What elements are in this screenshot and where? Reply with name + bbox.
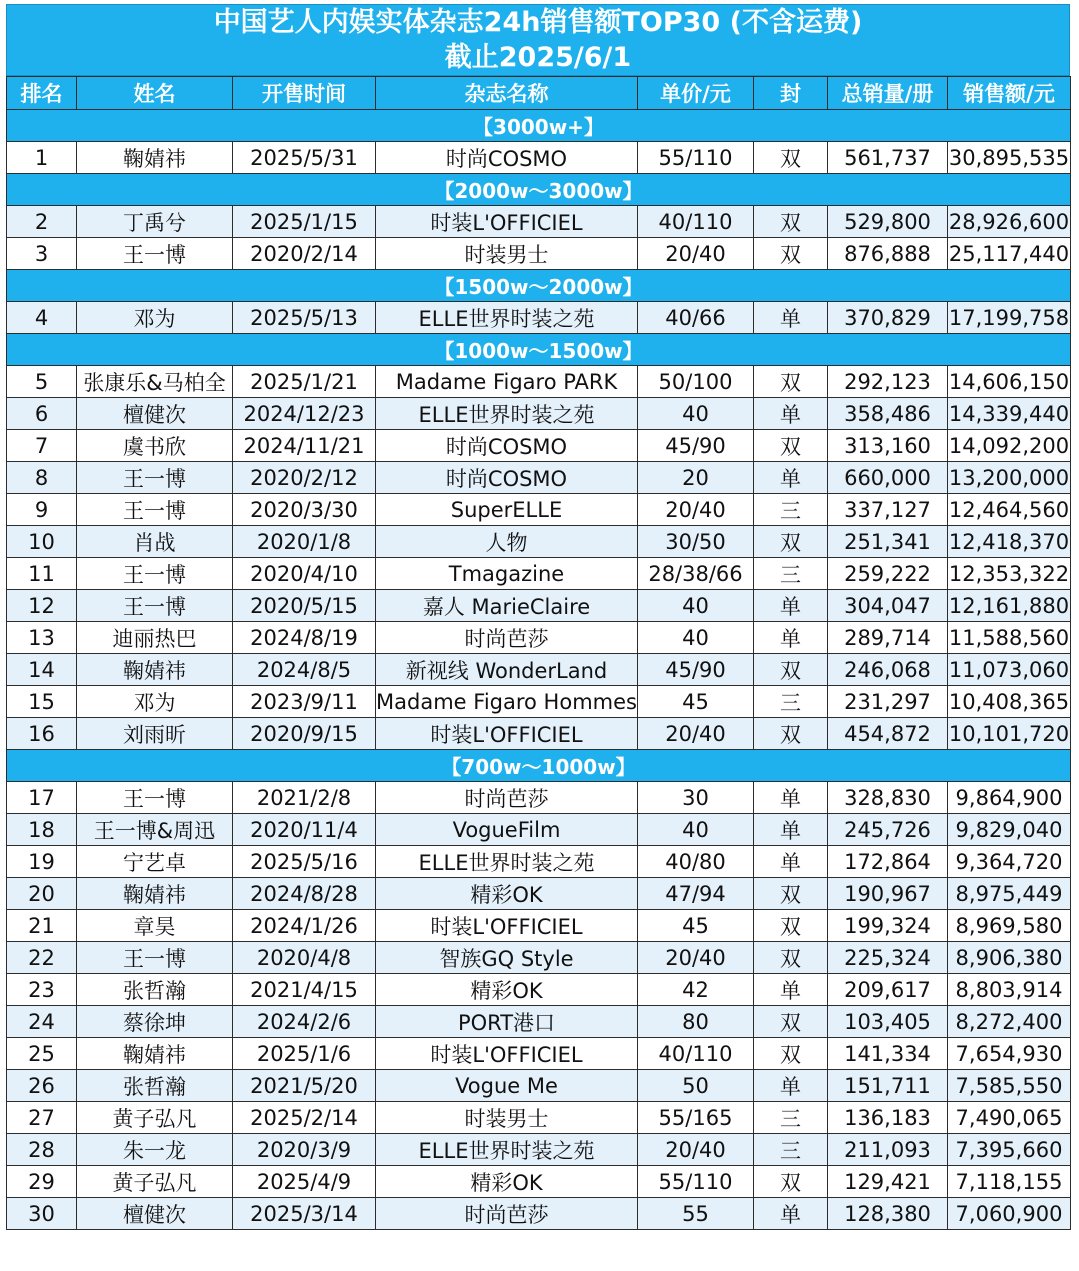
magazine-cell: 时装男士 bbox=[376, 238, 638, 270]
total-sales-cell: 876,888 bbox=[828, 238, 948, 270]
table-row bbox=[7, 718, 1071, 750]
rank-cell: 26 bbox=[7, 1070, 77, 1102]
total-sales-cell: 103,405 bbox=[828, 1006, 948, 1038]
unit-price-cell: 20/40 bbox=[638, 718, 754, 750]
revenue-cell: 9,864,900 bbox=[948, 782, 1071, 814]
column-header-name: 姓名 bbox=[77, 77, 233, 110]
release-date-cell: 2020/2/12 bbox=[233, 462, 376, 494]
section-header-row bbox=[7, 270, 1071, 302]
revenue-cell: 12,353,322 bbox=[948, 558, 1071, 590]
magazine-cell: 时装L'OFFICIEL bbox=[376, 1038, 638, 1070]
release-date-cell: 2020/1/8 bbox=[233, 526, 376, 558]
unit-price-cell: 47/94 bbox=[638, 878, 754, 910]
release-date-cell: 2025/3/14 bbox=[233, 1198, 376, 1230]
unit-price-cell: 55/165 bbox=[638, 1102, 754, 1134]
name-cell: 黄子弘凡 bbox=[77, 1102, 233, 1134]
rank-cell: 24 bbox=[7, 1006, 77, 1038]
magazine-cell: 精彩OK bbox=[376, 878, 638, 910]
magazine-cell: 时尚COSMO bbox=[376, 142, 638, 174]
total-sales-cell: 529,800 bbox=[828, 206, 948, 238]
total-sales-cell: 199,324 bbox=[828, 910, 948, 942]
name-cell: 鞠婧祎 bbox=[77, 654, 233, 686]
total-sales-cell: 141,334 bbox=[828, 1038, 948, 1070]
cover-cell: 单 bbox=[754, 1070, 828, 1102]
magazine-cell: Madame Figaro PARK bbox=[376, 366, 638, 398]
unit-price-cell: 80 bbox=[638, 1006, 754, 1038]
rank-cell: 27 bbox=[7, 1102, 77, 1134]
rank-cell: 7 bbox=[7, 430, 77, 462]
revenue-cell: 8,803,914 bbox=[948, 974, 1071, 1006]
release-date-cell: 2024/1/26 bbox=[233, 910, 376, 942]
cover-cell: 双 bbox=[754, 878, 828, 910]
magazine-cell: 时尚芭莎 bbox=[376, 782, 638, 814]
column-header-cover: 封 bbox=[754, 77, 828, 110]
unit-price-cell: 40 bbox=[638, 622, 754, 654]
table-row bbox=[7, 238, 1071, 270]
revenue-cell: 9,364,720 bbox=[948, 846, 1071, 878]
revenue-cell: 12,464,560 bbox=[948, 494, 1071, 526]
revenue-cell: 11,588,560 bbox=[948, 622, 1071, 654]
cover-cell: 三 bbox=[754, 558, 828, 590]
cover-cell: 三 bbox=[754, 686, 828, 718]
cover-cell: 双 bbox=[754, 654, 828, 686]
cover-cell: 双 bbox=[754, 1038, 828, 1070]
name-cell: 王一博&周迅 bbox=[77, 814, 233, 846]
total-sales-cell: 129,421 bbox=[828, 1166, 948, 1198]
unit-price-cell: 45/90 bbox=[638, 430, 754, 462]
rank-cell: 13 bbox=[7, 622, 77, 654]
unit-price-cell: 40/80 bbox=[638, 846, 754, 878]
name-cell: 宁艺卓 bbox=[77, 846, 233, 878]
table-row bbox=[7, 590, 1071, 622]
table-row bbox=[7, 558, 1071, 590]
cover-cell: 双 bbox=[754, 910, 828, 942]
rank-cell: 3 bbox=[7, 238, 77, 270]
unit-price-cell: 20/40 bbox=[638, 238, 754, 270]
rank-cell: 16 bbox=[7, 718, 77, 750]
release-date-cell: 2023/9/11 bbox=[233, 686, 376, 718]
rank-cell: 15 bbox=[7, 686, 77, 718]
revenue-cell: 7,118,155 bbox=[948, 1166, 1071, 1198]
name-cell: 虞书欣 bbox=[77, 430, 233, 462]
release-date-cell: 2025/1/6 bbox=[233, 1038, 376, 1070]
cover-cell: 单 bbox=[754, 974, 828, 1006]
magazine-cell: 时装L'OFFICIEL bbox=[376, 206, 638, 238]
rank-cell: 6 bbox=[7, 398, 77, 430]
rank-cell: 2 bbox=[7, 206, 77, 238]
release-date-cell: 2021/5/20 bbox=[233, 1070, 376, 1102]
release-date-cell: 2020/3/9 bbox=[233, 1134, 376, 1166]
revenue-cell: 8,969,580 bbox=[948, 910, 1071, 942]
magazine-cell: PORT港口 bbox=[376, 1006, 638, 1038]
magazine-cell: 时装男士 bbox=[376, 1102, 638, 1134]
revenue-cell: 7,395,660 bbox=[948, 1134, 1071, 1166]
magazine-cell: Madame Figaro Hommes bbox=[376, 686, 638, 718]
unit-price-cell: 28/38/66 bbox=[638, 558, 754, 590]
table-row bbox=[7, 1166, 1071, 1198]
unit-price-cell: 40 bbox=[638, 398, 754, 430]
column-header-revenue: 销售额/元 bbox=[948, 77, 1071, 110]
release-date-cell: 2025/2/14 bbox=[233, 1102, 376, 1134]
section-header-row bbox=[7, 334, 1071, 366]
table-row bbox=[7, 366, 1071, 398]
revenue-cell: 12,418,370 bbox=[948, 526, 1071, 558]
total-sales-cell: 209,617 bbox=[828, 974, 948, 1006]
revenue-cell: 14,339,440 bbox=[948, 398, 1071, 430]
name-cell: 迪丽热巴 bbox=[77, 622, 233, 654]
total-sales-cell: 259,222 bbox=[828, 558, 948, 590]
total-sales-cell: 172,864 bbox=[828, 846, 948, 878]
unit-price-cell: 20/40 bbox=[638, 1134, 754, 1166]
table-row bbox=[7, 1198, 1071, 1230]
release-date-cell: 2024/8/28 bbox=[233, 878, 376, 910]
total-sales-cell: 251,341 bbox=[828, 526, 948, 558]
total-sales-cell: 358,486 bbox=[828, 398, 948, 430]
total-sales-cell: 128,380 bbox=[828, 1198, 948, 1230]
cover-cell: 单 bbox=[754, 782, 828, 814]
table-row bbox=[7, 974, 1071, 1006]
rank-cell: 25 bbox=[7, 1038, 77, 1070]
name-cell: 邓为 bbox=[77, 686, 233, 718]
revenue-cell: 17,199,758 bbox=[948, 302, 1071, 334]
revenue-cell: 8,975,449 bbox=[948, 878, 1071, 910]
total-sales-cell: 289,714 bbox=[828, 622, 948, 654]
section-label: 【2000w～3000w】 bbox=[7, 174, 1071, 206]
unit-price-cell: 55/110 bbox=[638, 142, 754, 174]
revenue-cell: 10,101,720 bbox=[948, 718, 1071, 750]
table-row bbox=[7, 782, 1071, 814]
table-header-row bbox=[7, 77, 1071, 110]
total-sales-cell: 292,123 bbox=[828, 366, 948, 398]
magazine-cell: 时尚COSMO bbox=[376, 462, 638, 494]
cover-cell: 单 bbox=[754, 302, 828, 334]
revenue-cell: 11,073,060 bbox=[948, 654, 1071, 686]
rank-cell: 18 bbox=[7, 814, 77, 846]
revenue-cell: 7,490,065 bbox=[948, 1102, 1071, 1134]
table-row bbox=[7, 462, 1071, 494]
table-row bbox=[7, 302, 1071, 334]
page-subtitle: 截止2025/6/1 bbox=[444, 42, 632, 73]
unit-price-cell: 40 bbox=[638, 590, 754, 622]
unit-price-cell: 55/110 bbox=[638, 1166, 754, 1198]
table-row bbox=[7, 942, 1071, 974]
rank-cell: 29 bbox=[7, 1166, 77, 1198]
magazine-cell: 嘉人 MarieClaire bbox=[376, 590, 638, 622]
total-sales-cell: 136,183 bbox=[828, 1102, 948, 1134]
release-date-cell: 2025/5/13 bbox=[233, 302, 376, 334]
name-cell: 王一博 bbox=[77, 494, 233, 526]
name-cell: 王一博 bbox=[77, 238, 233, 270]
section-label: 【3000w+】 bbox=[7, 110, 1071, 142]
magazine-cell: 时尚COSMO bbox=[376, 430, 638, 462]
rank-cell: 9 bbox=[7, 494, 77, 526]
name-cell: 肖战 bbox=[77, 526, 233, 558]
table-row bbox=[7, 430, 1071, 462]
unit-price-cell: 45 bbox=[638, 910, 754, 942]
release-date-cell: 2025/5/31 bbox=[233, 142, 376, 174]
magazine-cell: 智族GQ Style bbox=[376, 942, 638, 974]
cover-cell: 双 bbox=[754, 238, 828, 270]
revenue-cell: 8,272,400 bbox=[948, 1006, 1071, 1038]
total-sales-cell: 370,829 bbox=[828, 302, 948, 334]
cover-cell: 单 bbox=[754, 462, 828, 494]
cover-cell: 三 bbox=[754, 494, 828, 526]
cover-cell: 双 bbox=[754, 1006, 828, 1038]
revenue-cell: 9,829,040 bbox=[948, 814, 1071, 846]
name-cell: 邓为 bbox=[77, 302, 233, 334]
release-date-cell: 2021/4/15 bbox=[233, 974, 376, 1006]
rank-cell: 5 bbox=[7, 366, 77, 398]
release-date-cell: 2024/11/21 bbox=[233, 430, 376, 462]
unit-price-cell: 45 bbox=[638, 686, 754, 718]
magazine-cell: ELLE世界时装之苑 bbox=[376, 302, 638, 334]
table-row bbox=[7, 526, 1071, 558]
release-date-cell: 2025/1/15 bbox=[233, 206, 376, 238]
cover-cell: 双 bbox=[754, 206, 828, 238]
unit-price-cell: 55 bbox=[638, 1198, 754, 1230]
rank-cell: 17 bbox=[7, 782, 77, 814]
revenue-cell: 25,117,440 bbox=[948, 238, 1071, 270]
magazine-cell: 时尚芭莎 bbox=[376, 622, 638, 654]
rank-cell: 30 bbox=[7, 1198, 77, 1230]
magazine-cell: 时尚芭莎 bbox=[376, 1198, 638, 1230]
table-row bbox=[7, 878, 1071, 910]
column-header-total-sales: 总销量/册 bbox=[828, 77, 948, 110]
name-cell: 蔡徐坤 bbox=[77, 1006, 233, 1038]
section-header-row bbox=[7, 110, 1071, 142]
table-row bbox=[7, 846, 1071, 878]
sales-table bbox=[6, 76, 1071, 1230]
magazine-cell: 人物 bbox=[376, 526, 638, 558]
total-sales-cell: 328,830 bbox=[828, 782, 948, 814]
release-date-cell: 2025/1/21 bbox=[233, 366, 376, 398]
name-cell: 檀健次 bbox=[77, 398, 233, 430]
unit-price-cell: 40/110 bbox=[638, 1038, 754, 1070]
unit-price-cell: 40/66 bbox=[638, 302, 754, 334]
table-row bbox=[7, 1102, 1071, 1134]
total-sales-cell: 246,068 bbox=[828, 654, 948, 686]
name-cell: 章昊 bbox=[77, 910, 233, 942]
table-body bbox=[7, 110, 1071, 1230]
column-header-release-date: 开售时间 bbox=[233, 77, 376, 110]
total-sales-cell: 151,711 bbox=[828, 1070, 948, 1102]
name-cell: 檀健次 bbox=[77, 1198, 233, 1230]
rank-cell: 12 bbox=[7, 590, 77, 622]
total-sales-cell: 304,047 bbox=[828, 590, 948, 622]
magazine-cell: 新视线 WonderLand bbox=[376, 654, 638, 686]
cover-cell: 单 bbox=[754, 622, 828, 654]
name-cell: 张康乐&马柏全 bbox=[77, 366, 233, 398]
release-date-cell: 2024/12/23 bbox=[233, 398, 376, 430]
rank-cell: 1 bbox=[7, 142, 77, 174]
magazine-cell: 精彩OK bbox=[376, 1166, 638, 1198]
magazine-cell: ELLE世界时装之苑 bbox=[376, 846, 638, 878]
magazine-cell: ELLE世界时装之苑 bbox=[376, 1134, 638, 1166]
cover-cell: 单 bbox=[754, 1198, 828, 1230]
cover-cell: 双 bbox=[754, 430, 828, 462]
unit-price-cell: 30 bbox=[638, 782, 754, 814]
cover-cell: 单 bbox=[754, 398, 828, 430]
total-sales-cell: 660,000 bbox=[828, 462, 948, 494]
total-sales-cell: 225,324 bbox=[828, 942, 948, 974]
total-sales-cell: 561,737 bbox=[828, 142, 948, 174]
table-row bbox=[7, 1006, 1071, 1038]
name-cell: 刘雨昕 bbox=[77, 718, 233, 750]
revenue-cell: 28,926,600 bbox=[948, 206, 1071, 238]
revenue-cell: 10,408,365 bbox=[948, 686, 1071, 718]
unit-price-cell: 45/90 bbox=[638, 654, 754, 686]
name-cell: 王一博 bbox=[77, 462, 233, 494]
magazine-cell: Tmagazine bbox=[376, 558, 638, 590]
rank-cell: 20 bbox=[7, 878, 77, 910]
release-date-cell: 2020/9/15 bbox=[233, 718, 376, 750]
table-row bbox=[7, 654, 1071, 686]
revenue-cell: 7,585,550 bbox=[948, 1070, 1071, 1102]
unit-price-cell: 40 bbox=[638, 814, 754, 846]
unit-price-cell: 20/40 bbox=[638, 942, 754, 974]
release-date-cell: 2021/2/8 bbox=[233, 782, 376, 814]
cover-cell: 单 bbox=[754, 846, 828, 878]
release-date-cell: 2020/4/10 bbox=[233, 558, 376, 590]
ranking-sheet bbox=[6, 4, 1070, 1230]
revenue-cell: 13,200,000 bbox=[948, 462, 1071, 494]
cover-cell: 双 bbox=[754, 366, 828, 398]
magazine-cell: 时装L'OFFICIEL bbox=[376, 910, 638, 942]
cover-cell: 双 bbox=[754, 718, 828, 750]
revenue-cell: 7,654,930 bbox=[948, 1038, 1071, 1070]
release-date-cell: 2024/2/6 bbox=[233, 1006, 376, 1038]
section-label: 【1500w～2000w】 bbox=[7, 270, 1071, 302]
total-sales-cell: 231,297 bbox=[828, 686, 948, 718]
total-sales-cell: 313,160 bbox=[828, 430, 948, 462]
unit-price-cell: 20 bbox=[638, 462, 754, 494]
release-date-cell: 2020/11/4 bbox=[233, 814, 376, 846]
total-sales-cell: 454,872 bbox=[828, 718, 948, 750]
total-sales-cell: 211,093 bbox=[828, 1134, 948, 1166]
page-title: 中国艺人内娱实体杂志24h销售额TOP30 (不含运费) bbox=[213, 7, 863, 38]
total-sales-cell: 190,967 bbox=[828, 878, 948, 910]
table-row bbox=[7, 1070, 1071, 1102]
table-row bbox=[7, 814, 1071, 846]
name-cell: 王一博 bbox=[77, 590, 233, 622]
total-sales-cell: 337,127 bbox=[828, 494, 948, 526]
magazine-cell: ELLE世界时装之苑 bbox=[376, 398, 638, 430]
release-date-cell: 2020/5/15 bbox=[233, 590, 376, 622]
rank-cell: 8 bbox=[7, 462, 77, 494]
section-header-row bbox=[7, 750, 1071, 782]
table-row bbox=[7, 142, 1071, 174]
name-cell: 张哲瀚 bbox=[77, 974, 233, 1006]
name-cell: 张哲瀚 bbox=[77, 1070, 233, 1102]
section-label: 【700w～1000w】 bbox=[7, 750, 1071, 782]
table-row bbox=[7, 686, 1071, 718]
table-row bbox=[7, 622, 1071, 654]
magazine-cell: VogueFilm bbox=[376, 814, 638, 846]
magazine-cell: SuperELLE bbox=[376, 494, 638, 526]
title-block bbox=[6, 4, 1070, 76]
column-header-rank: 排名 bbox=[7, 77, 77, 110]
revenue-cell: 7,060,900 bbox=[948, 1198, 1071, 1230]
rank-cell: 21 bbox=[7, 910, 77, 942]
release-date-cell: 2025/4/9 bbox=[233, 1166, 376, 1198]
cover-cell: 三 bbox=[754, 1102, 828, 1134]
name-cell: 王一博 bbox=[77, 942, 233, 974]
table-row bbox=[7, 206, 1071, 238]
rank-cell: 10 bbox=[7, 526, 77, 558]
table-row bbox=[7, 910, 1071, 942]
cover-cell: 双 bbox=[754, 142, 828, 174]
name-cell: 丁禹兮 bbox=[77, 206, 233, 238]
name-cell: 鞠婧祎 bbox=[77, 1038, 233, 1070]
table-row bbox=[7, 398, 1071, 430]
release-date-cell: 2020/2/14 bbox=[233, 238, 376, 270]
unit-price-cell: 20/40 bbox=[638, 494, 754, 526]
release-date-cell: 2025/5/16 bbox=[233, 846, 376, 878]
cover-cell: 单 bbox=[754, 814, 828, 846]
cover-cell: 三 bbox=[754, 1134, 828, 1166]
revenue-cell: 14,092,200 bbox=[948, 430, 1071, 462]
rank-cell: 28 bbox=[7, 1134, 77, 1166]
name-cell: 王一博 bbox=[77, 782, 233, 814]
revenue-cell: 12,161,880 bbox=[948, 590, 1071, 622]
cover-cell: 双 bbox=[754, 1166, 828, 1198]
magazine-cell: 时装L'OFFICIEL bbox=[376, 718, 638, 750]
magazine-cell: 精彩OK bbox=[376, 974, 638, 1006]
name-cell: 黄子弘凡 bbox=[77, 1166, 233, 1198]
unit-price-cell: 40/110 bbox=[638, 206, 754, 238]
cover-cell: 单 bbox=[754, 590, 828, 622]
revenue-cell: 8,906,380 bbox=[948, 942, 1071, 974]
cover-cell: 双 bbox=[754, 942, 828, 974]
unit-price-cell: 50/100 bbox=[638, 366, 754, 398]
total-sales-cell: 245,726 bbox=[828, 814, 948, 846]
revenue-cell: 30,895,535 bbox=[948, 142, 1071, 174]
column-header-unit-price: 单价/元 bbox=[638, 77, 754, 110]
rank-cell: 4 bbox=[7, 302, 77, 334]
release-date-cell: 2020/3/30 bbox=[233, 494, 376, 526]
release-date-cell: 2024/8/5 bbox=[233, 654, 376, 686]
rank-cell: 23 bbox=[7, 974, 77, 1006]
release-date-cell: 2020/4/8 bbox=[233, 942, 376, 974]
unit-price-cell: 42 bbox=[638, 974, 754, 1006]
table-row bbox=[7, 1038, 1071, 1070]
name-cell: 朱一龙 bbox=[77, 1134, 233, 1166]
section-label: 【1000w～1500w】 bbox=[7, 334, 1071, 366]
rank-cell: 11 bbox=[7, 558, 77, 590]
name-cell: 鞠婧祎 bbox=[77, 142, 233, 174]
section-header-row bbox=[7, 174, 1071, 206]
rank-cell: 22 bbox=[7, 942, 77, 974]
unit-price-cell: 50 bbox=[638, 1070, 754, 1102]
name-cell: 鞠婧祎 bbox=[77, 878, 233, 910]
rank-cell: 19 bbox=[7, 846, 77, 878]
unit-price-cell: 30/50 bbox=[638, 526, 754, 558]
cover-cell: 双 bbox=[754, 526, 828, 558]
name-cell: 王一博 bbox=[77, 558, 233, 590]
column-header-magazine: 杂志名称 bbox=[376, 77, 638, 110]
release-date-cell: 2024/8/19 bbox=[233, 622, 376, 654]
rank-cell: 14 bbox=[7, 654, 77, 686]
magazine-cell: Vogue Me bbox=[376, 1070, 638, 1102]
revenue-cell: 14,606,150 bbox=[948, 366, 1071, 398]
table-row bbox=[7, 494, 1071, 526]
table-row bbox=[7, 1134, 1071, 1166]
